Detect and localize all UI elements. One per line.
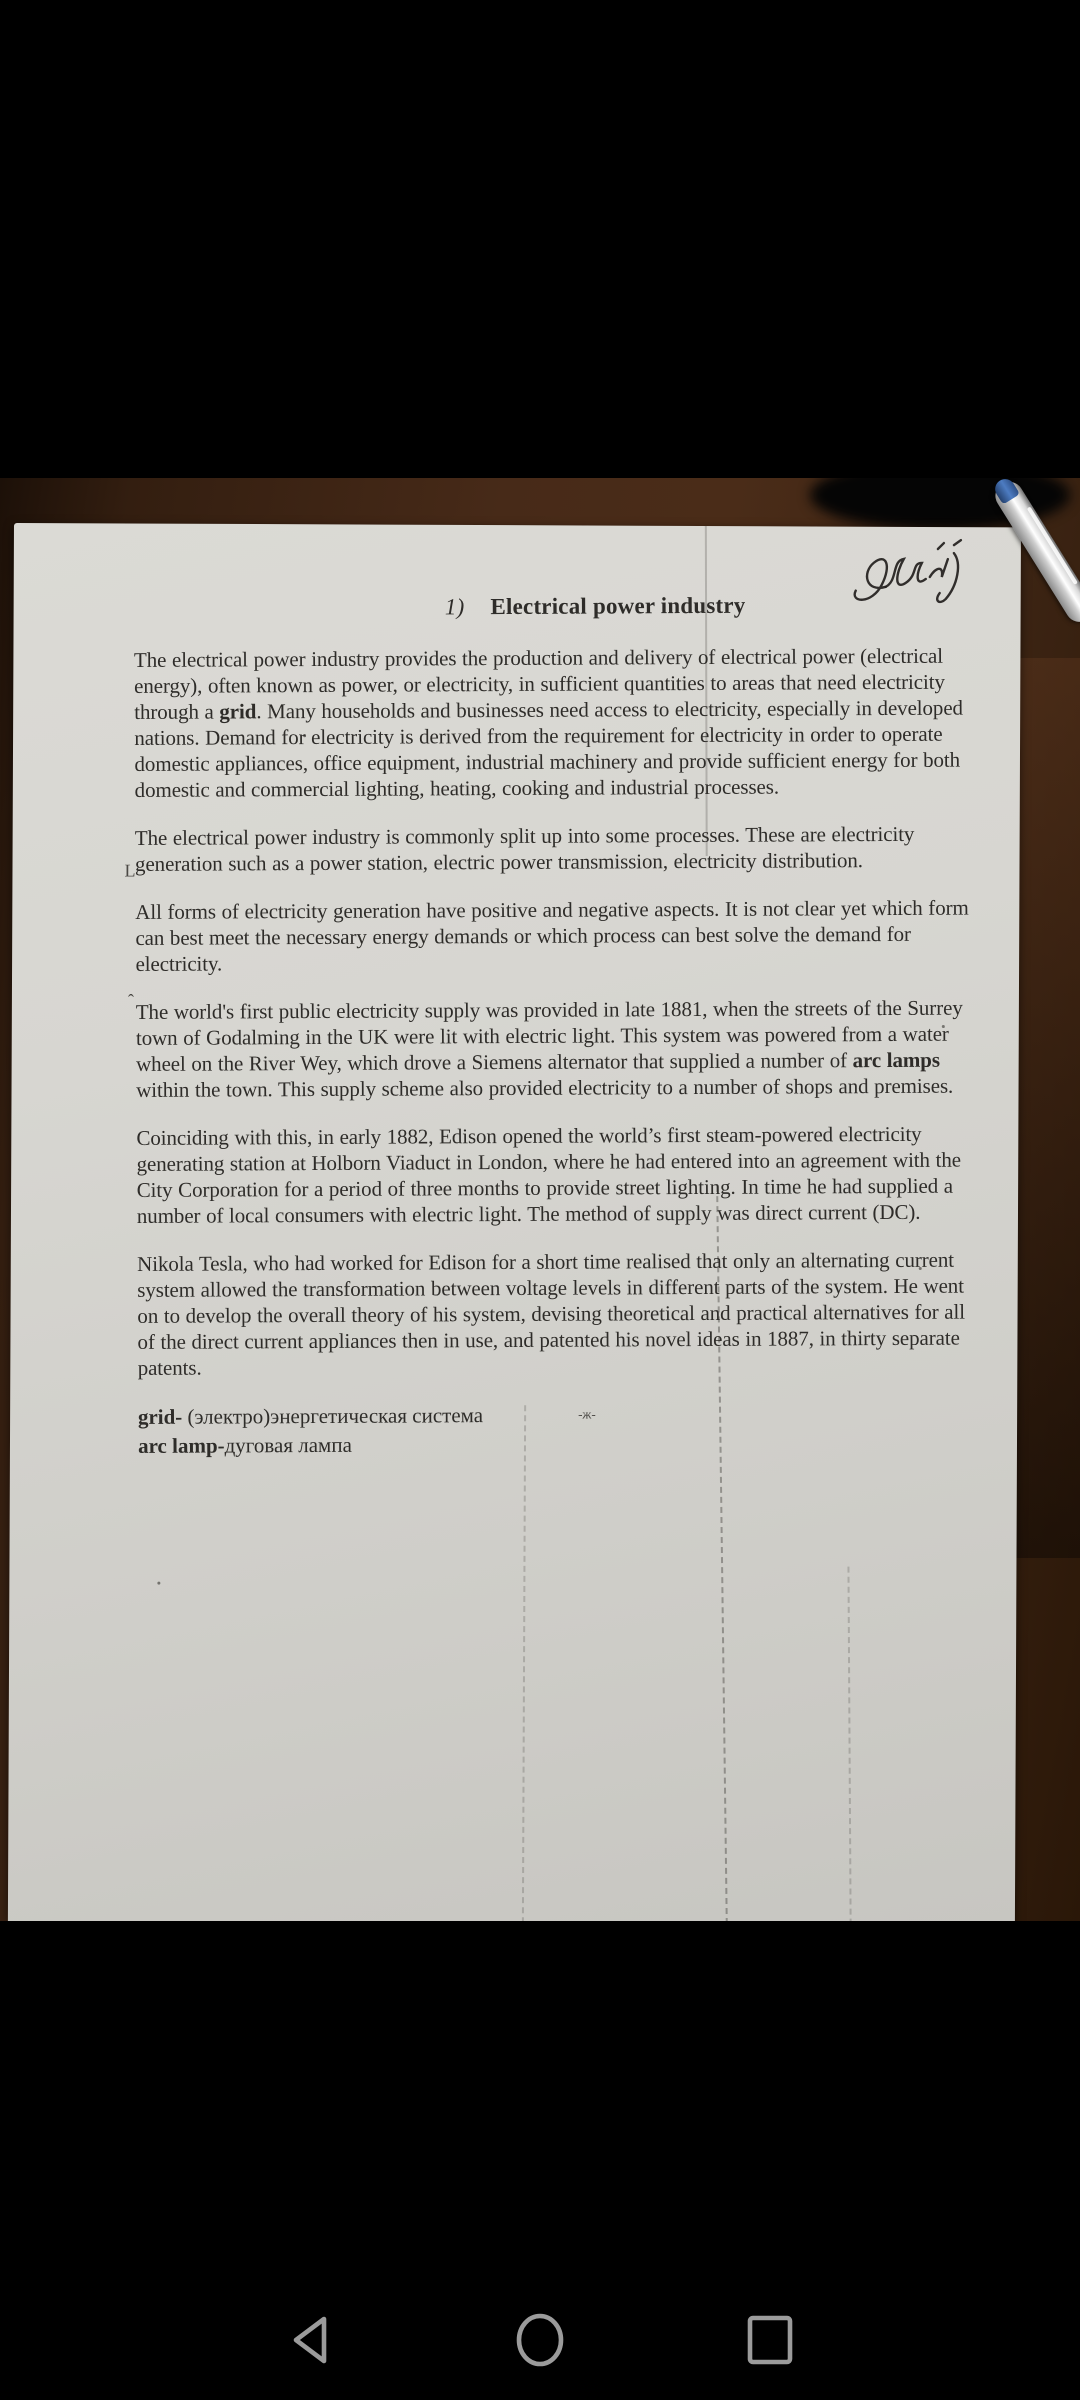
paragraphs-container (134, 643, 985, 1381)
back-triangle-icon (288, 2314, 332, 2366)
paragraph-2 (135, 821, 982, 877)
paragraph-6 (137, 1247, 985, 1381)
paragraph-5 (136, 1121, 984, 1229)
home-circle-icon (513, 2312, 567, 2368)
body-text: . Many households and businesses need access to electricity, especially in developed nations. Demand for electricity is derived from the requirement for electricity in order to operate domestic appliances, office equipment, industrial machinery and provide sufficient energy for both domestic and commercial lighting, heating, cooking and industrial processes. (134, 695, 963, 802)
vocab-term: grid- (137, 1404, 183, 1429)
body-text: The world's first public electricity supply was provided in late 1881, when the streets of the Surrey town of Godalming in the UK were lit with electric light. This system was powered from a water wheel on the River Wey, which drove a Siemens alternator that supplied a number of (135, 995, 963, 1076)
back-button[interactable] (274, 2304, 346, 2376)
stray-mark: L (124, 860, 136, 881)
body-text: The electrical power industry is commonly split up into some processes. These are electricity generation such as a power station, electric power transmission, electricity distribution. (134, 821, 915, 876)
document-text (13, 518, 1027, 1921)
body-text: within the town. This supply scheme also provided electricity to a number of shops and premises. (136, 1073, 954, 1102)
vocab-line-1 (138, 1399, 985, 1432)
bold-term: grid (219, 699, 257, 724)
vocab-definition: дуговая лампа (224, 1432, 352, 1458)
document-photo (0, 478, 1080, 1921)
paragraph-4 (136, 995, 984, 1103)
paper-sheet (8, 523, 1021, 1921)
paragraph-3 (135, 895, 982, 977)
body-text: The electrical power industry provides the production and delivery of electrical power (electrical energy), often known as power, or electricity, in sufficient quantities to areas that need electricity through a (133, 643, 945, 724)
stray-mark: ˆ (127, 990, 134, 1011)
body-text: All forms of electricity generation have positive and negative aspects. It is not clear yet which form can best meet the necessary energy demands or which process can best solve the demand for electricity. (135, 895, 969, 976)
body-text: Coinciding with this, in early 1882, Edison opened the world’s first steam-powered electricity generating station at Holborn Viaduct in London, where he had entered into an agreement with the City Corporation for a period of three months to provide street lighting. In time he had supplied a number of local consumers with electric light. The method of supply was direct current (DC). (136, 1121, 961, 1228)
vocab-term: arc lamp- (138, 1433, 225, 1458)
vocab-line-2 (138, 1428, 985, 1461)
bold-term: arc lamps (852, 1047, 940, 1073)
android-navbar (0, 2270, 1080, 2400)
stray-mark: -ж- (578, 1406, 596, 1422)
vocabulary-list (138, 1399, 985, 1461)
title-text: Electrical power industry (490, 592, 746, 620)
pen-highlight (1027, 506, 1078, 584)
vocab-definition: (электро)энергетическая система (182, 1403, 484, 1429)
home-button[interactable] (504, 2304, 576, 2376)
paragraph-1 (134, 643, 982, 803)
recents-button[interactable] (734, 2304, 806, 2376)
title-number: 1) (444, 594, 465, 620)
body-text: Nikola Tesla, who had worked for Edison for a short time realised that only an alternating current system allowed the transformation between voltage levels in different parts of the system. He went on to develop the overall theory of his system, devising theoretical and practical alternatives for all of the direct current appliances then in use, and patented his novel ideas in 1887, in thirty separate patents. (137, 1247, 966, 1380)
recents-square-icon (745, 2313, 795, 2367)
document-title (172, 590, 1019, 622)
